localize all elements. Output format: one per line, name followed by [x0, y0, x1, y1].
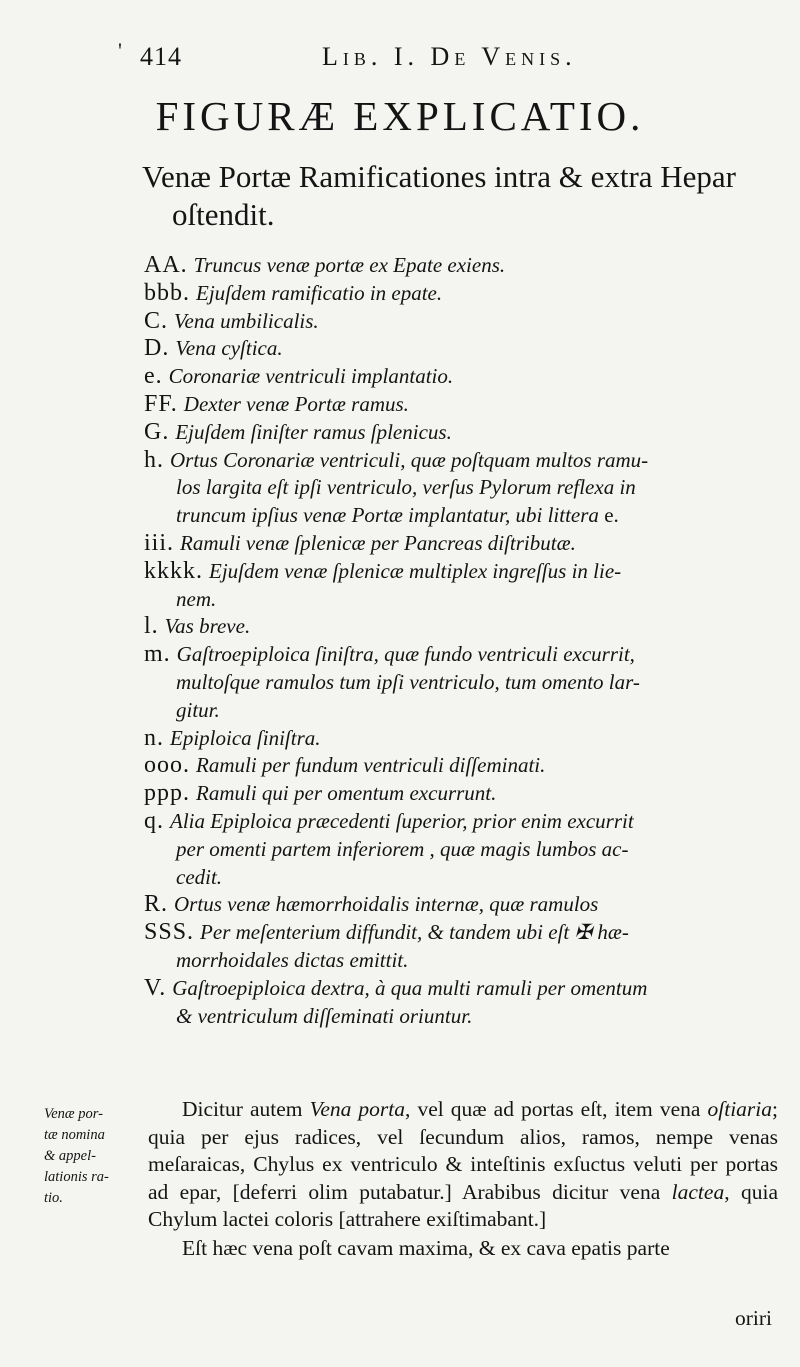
legend-key: l.	[144, 613, 159, 640]
body-paragraph	[148, 1096, 778, 1234]
legend-item	[144, 752, 784, 780]
figure-caption-line: oſtendit.	[172, 197, 275, 232]
text-run: Dicitur autem	[182, 1097, 310, 1121]
legend-item	[144, 808, 784, 891]
figure-caption	[142, 158, 792, 234]
text-run: , quia Chylum lactei coloris [attrahere exiſtimabant.]	[148, 1179, 778, 1232]
legend-key: C.	[144, 307, 169, 334]
legend-key: ppp.	[144, 780, 190, 807]
legend-continuation: gitur.	[176, 697, 220, 722]
legend-key: G.	[144, 418, 170, 445]
ink-speck: '	[118, 38, 122, 63]
legend-key: R.	[144, 891, 169, 918]
legend-item	[144, 530, 784, 558]
legend-item	[144, 419, 784, 447]
marginal-note	[44, 1104, 140, 1209]
legend-continuation: multoſque ramulos tum ipſi ventriculo, tum omento lar-	[176, 669, 640, 694]
legend-continuation: cedit.	[176, 864, 223, 889]
legend-item	[144, 447, 784, 530]
marginal-note-line: & appel-	[44, 1148, 96, 1164]
legend-continuation: los largita eſt ipſi ventriculo, verſus Pylorum reflexa in	[176, 475, 636, 500]
legend-key: bbb.	[144, 279, 190, 306]
legend-item	[144, 335, 784, 363]
marginal-note-line: Venæ por-	[44, 1106, 103, 1122]
legend-description: Ejuſdem venæ ſplenicæ multiplex ingreſſus in lie-	[209, 558, 622, 583]
legend-item	[144, 391, 784, 419]
legend-continuation: morrhoidales dictas emittit.	[176, 947, 409, 972]
legend-description: Per meſenterium diffundit, & tandem ubi eſt ✠ hæ-	[200, 920, 629, 945]
legend-item	[144, 363, 784, 391]
legend-item	[144, 252, 784, 280]
marginal-note-line: lationis ra-	[44, 1169, 109, 1185]
legend-description: Alia Epiploica præcedenti ſuperior, prior enim excurrit	[170, 808, 634, 833]
body-text	[148, 1096, 778, 1263]
legend-key: V.	[144, 974, 167, 1001]
page-number: 414	[140, 42, 182, 71]
legend-item	[144, 558, 784, 614]
marginal-note-line: tæ nomina	[44, 1127, 105, 1143]
body-paragraph-tail: oriri	[734, 1306, 772, 1330]
legend-key: n.	[144, 724, 164, 751]
legend-description: Ramuli per fundum ventriculi diſſeminati.	[196, 753, 546, 778]
legend-key: FF.	[144, 390, 178, 417]
figure-legend	[144, 252, 784, 1030]
legend-description: Ortus venæ hæmorrhoidalis internæ, quæ ramulos	[174, 892, 599, 917]
legend-key: m.	[144, 641, 171, 668]
text-run: ; quia per ejus radices, vel ſecundum alios, ramos, nempe venas meſaraicas, Chylus ex ventriculo & inteſtinis exſuctus veluti per portas ad epar, [deferri olim putabatur.] Arabibus dicitur vena	[148, 1097, 778, 1204]
legend-item	[144, 919, 784, 975]
legend-item	[144, 308, 784, 336]
legend-key: e.	[144, 363, 163, 390]
legend-key: ooo.	[144, 752, 190, 779]
legend-key: SSS.	[144, 919, 195, 946]
legend-key: h.	[144, 446, 164, 473]
legend-description: Truncus venæ portæ ex Epate exiens.	[193, 253, 506, 277]
legend-item	[144, 975, 784, 1031]
legend-key: iii.	[144, 529, 175, 556]
legend-description: Epiploica ſiniſtra.	[170, 725, 321, 750]
legend-description: Ejuſdem ramificatio in epate.	[196, 280, 443, 305]
legend-description: Dexter venæ Portæ ramus.	[183, 391, 409, 416]
legend-description: Gaſtroepiploica ſiniſtra, quæ fundo ventriculi excurrit,	[176, 642, 635, 667]
legend-continuation: & ventriculum diſſeminati oriuntur.	[176, 1003, 473, 1028]
legend-description: Ejuſdem ſiniſter ramus ſplenicus.	[175, 419, 452, 444]
legend-key: q.	[144, 807, 164, 834]
legend-key: D.	[144, 335, 170, 362]
legend-item	[144, 613, 784, 641]
figure-caption-line: Venæ Portæ Ramificationes intra & extra Hepar	[142, 159, 737, 194]
legend-description: Ramuli qui per omentum excurrunt.	[196, 781, 497, 806]
italic-term: oſtiaria	[707, 1097, 773, 1121]
legend-item	[144, 641, 784, 724]
legend-description: Vena umbilicalis.	[174, 308, 319, 333]
legend-description: Gaſtroepiploica dextra, à qua multi ramuli per omentum	[172, 975, 648, 1000]
legend-key: AA.	[144, 252, 188, 278]
legend-continuation: per omenti partem inferiorem , quæ magis lumbos ac-	[176, 836, 629, 861]
italic-term: lactea	[671, 1179, 725, 1204]
legend-continuation: truncum ipſius venæ Portæ implantatur, ubi littera e.	[176, 503, 619, 528]
marginal-note-line: tio.	[44, 1190, 63, 1206]
legend-description: Vas breve.	[164, 614, 251, 639]
legend-continuation: nem.	[176, 586, 217, 611]
legend-item	[144, 780, 784, 808]
legend-description: Ramuli venæ ſplenicæ per Pancreas diſtributæ.	[180, 530, 576, 555]
legend-letter-ref: e.	[598, 503, 619, 528]
legend-description: Ortus Coronariæ ventriculi, quæ poſtquam multos ramu-	[170, 447, 649, 472]
section-title: FIGURÆ EXPLICATIO.	[155, 93, 645, 139]
page-header	[0, 40, 800, 80]
legend-key: kkkk.	[144, 557, 203, 584]
text-run: , vel quæ ad portas eſt, item vena	[405, 1097, 708, 1121]
legend-description: Vena cyſtica.	[175, 336, 283, 361]
legend-description: Coronariæ ventriculi implantatio.	[168, 364, 454, 389]
legend-item	[144, 280, 784, 308]
legend-item	[144, 891, 784, 919]
legend-item	[144, 725, 784, 753]
italic-term: Vena porta	[309, 1097, 406, 1121]
running-head: Lib. I. De Venis.	[322, 42, 577, 71]
body-paragraph: Eſt hæc vena poſt cavam maxima, & ex cava epatis parte	[182, 1235, 670, 1260]
